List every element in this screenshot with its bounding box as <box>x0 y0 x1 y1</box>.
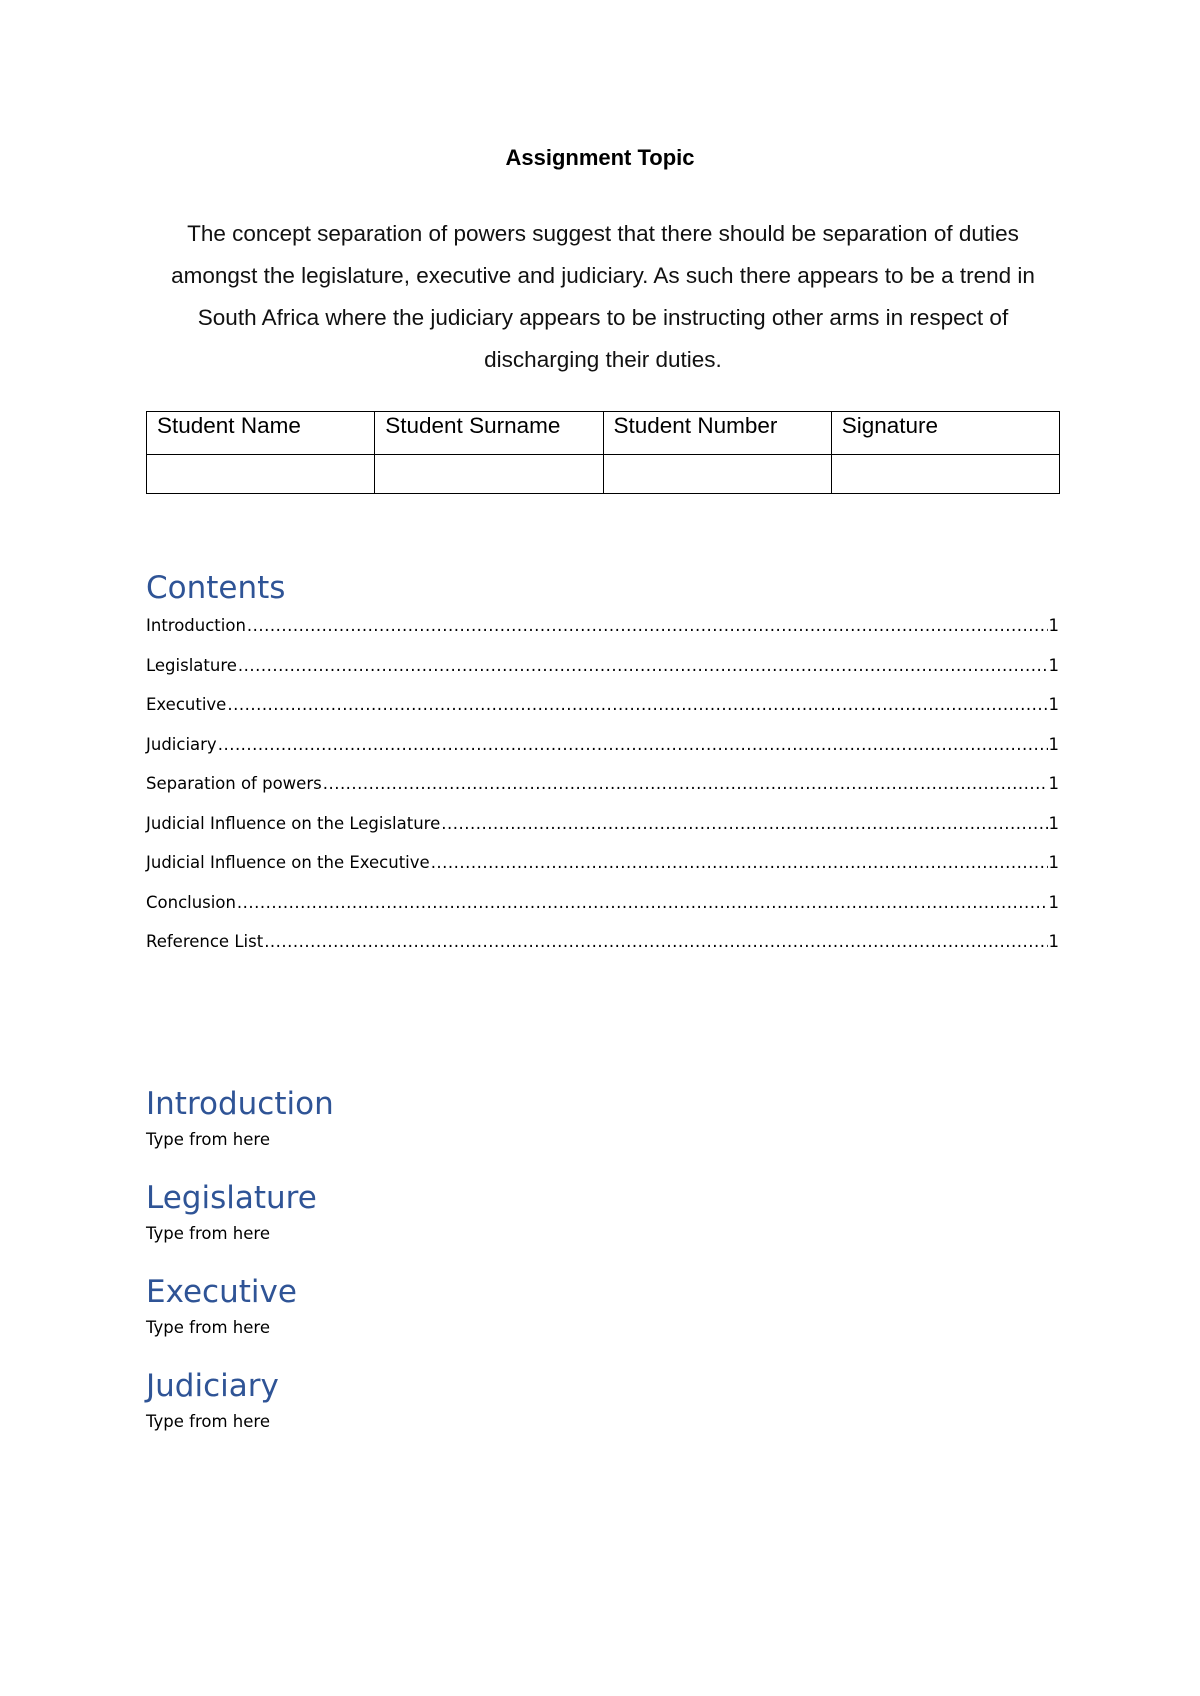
toc-entry-reference-list[interactable] <box>146 932 1059 972</box>
section-introduction <box>146 1084 334 1152</box>
toc-page-number: 1 <box>1048 774 1059 793</box>
toc-page-number: 1 <box>1048 655 1059 675</box>
section-judiciary <box>146 1366 279 1434</box>
header-signature: Signature <box>831 412 1059 455</box>
toc-entry-legislature[interactable] <box>146 656 1059 696</box>
toc-entry-title: Judiciary <box>146 734 217 754</box>
section-legislature <box>146 1178 317 1246</box>
section-heading: Executive <box>146 1274 297 1310</box>
toc-entry-separation-of-powers[interactable] <box>146 774 1059 814</box>
toc-entry-title: Reference List <box>146 932 264 951</box>
toc-entry-introduction[interactable] <box>146 616 1059 656</box>
toc-entry-title: Legislature <box>146 655 237 675</box>
student-details-table <box>146 411 1060 494</box>
toc-page-number: 1 <box>1048 695 1059 714</box>
toc-entry-judicial-influence-executive[interactable] <box>146 853 1059 893</box>
toc-dot-leader <box>237 893 1048 912</box>
toc-entry-title: Introduction <box>146 616 246 635</box>
table-header-row <box>147 412 1060 455</box>
section-body-text[interactable]: Type from here <box>146 1224 270 1243</box>
toc-entry-executive[interactable] <box>146 695 1059 735</box>
section-body-text[interactable]: Type from here <box>146 1412 270 1431</box>
toc-page-number: 1 <box>1048 616 1059 635</box>
contents-heading: Contents <box>146 570 286 606</box>
table-input-row <box>147 455 1060 494</box>
toc-entry-judicial-influence-legislature[interactable] <box>146 814 1059 854</box>
toc-dot-leader <box>441 814 1047 833</box>
header-student-number: Student Number <box>603 412 831 455</box>
section-body-text[interactable]: Type from here <box>146 1130 270 1149</box>
section-heading: Judiciary <box>146 1368 279 1404</box>
assignment-title: Assignment Topic <box>505 145 695 170</box>
toc-dot-leader <box>431 853 1048 872</box>
toc-page-number: 1 <box>1048 813 1059 833</box>
section-executive <box>146 1272 297 1340</box>
section-heading: Introduction <box>146 1086 334 1122</box>
signature-cell[interactable] <box>831 455 1059 494</box>
student-name-cell[interactable] <box>147 455 375 494</box>
toc-dot-leader <box>247 616 1048 635</box>
assignment-topic-text: The concept separation of powers suggest that there should be separation of duties amongst the legislature, executive and judiciary. As such there appears to be a trend in South Africa where the judiciary appears to be instructing other arms in respect of discharging their duties. <box>171 221 1035 372</box>
toc-dot-leader <box>323 774 1048 793</box>
table-of-contents <box>146 616 1059 972</box>
toc-entry-title: Separation of powers <box>146 774 322 793</box>
toc-entry-title: Conclusion <box>146 892 236 912</box>
toc-dot-leader <box>264 932 1047 951</box>
toc-page-number: 1 <box>1048 892 1059 912</box>
header-student-surname: Student Surname <box>375 412 603 455</box>
toc-dot-leader <box>238 656 1048 675</box>
toc-dot-leader <box>227 695 1047 714</box>
toc-page-number: 1 <box>1048 853 1059 872</box>
section-body-text[interactable]: Type from here <box>146 1318 270 1337</box>
toc-entry-title: Judicial Influence on the Legislature <box>146 813 441 833</box>
section-heading: Legislature <box>146 1180 317 1216</box>
toc-entry-title: Executive <box>146 695 227 714</box>
student-number-cell[interactable] <box>603 455 831 494</box>
student-surname-cell[interactable] <box>375 455 603 494</box>
header-student-name: Student Name <box>147 412 375 455</box>
toc-page-number: 1 <box>1048 734 1059 754</box>
toc-entry-judiciary[interactable] <box>146 735 1059 775</box>
toc-page-number: 1 <box>1048 932 1059 951</box>
toc-dot-leader <box>218 735 1048 754</box>
toc-entry-title: Judicial Influence on the Executive <box>146 853 430 872</box>
toc-entry-conclusion[interactable] <box>146 893 1059 933</box>
